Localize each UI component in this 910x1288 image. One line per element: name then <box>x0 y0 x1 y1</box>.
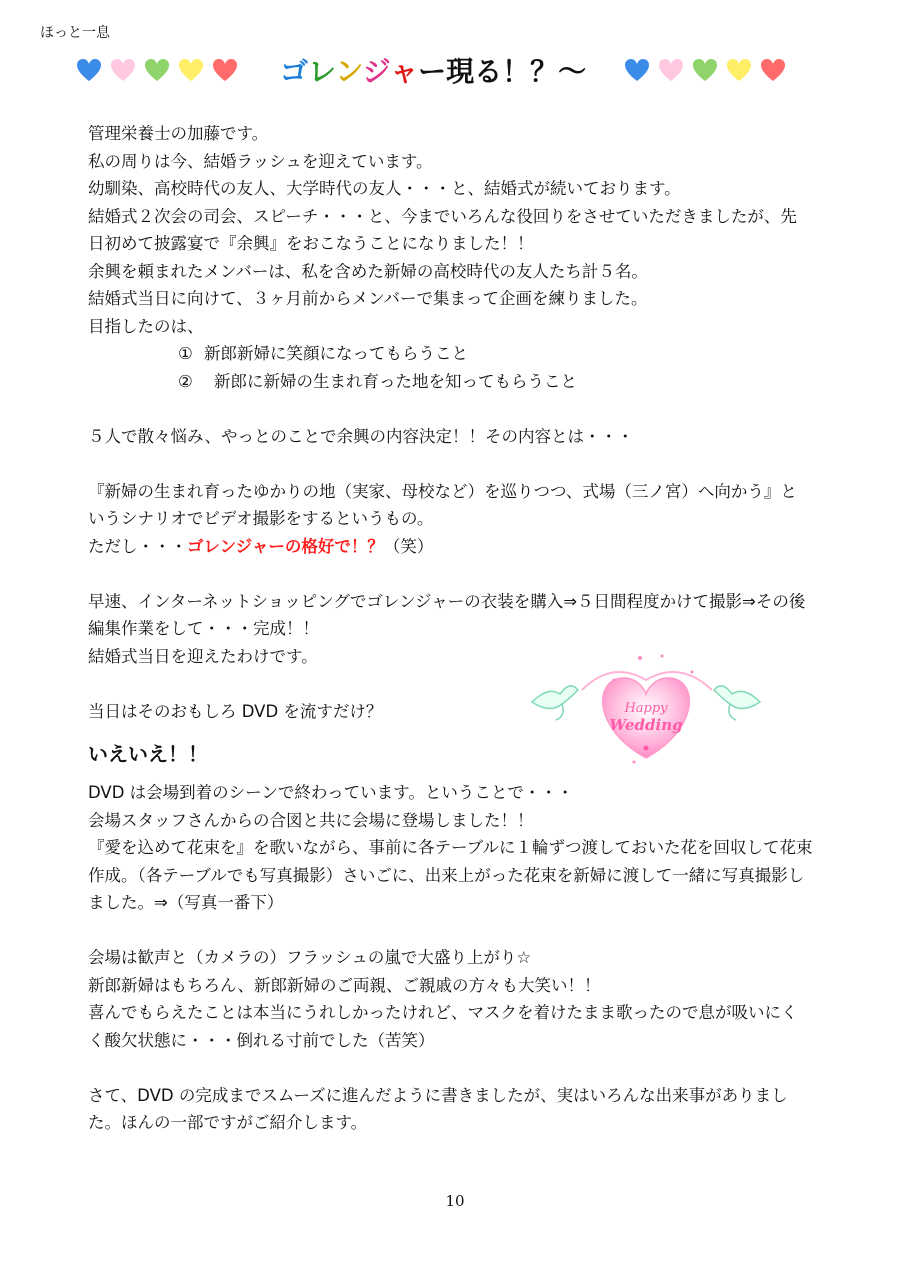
decor-hearts-right <box>624 58 786 82</box>
heart-icon <box>692 58 718 82</box>
goal-item-1 <box>88 340 813 368</box>
goal-text: 新郎に新婦の生まれ育った地を知ってもらうこと <box>214 371 577 391</box>
clipart-text-1: Happy <box>624 701 668 716</box>
goal-item-2 <box>88 368 813 396</box>
title-char: ン <box>335 55 363 88</box>
paragraph: 結婚式当日に向けて、３ヶ月前からメンバーで集まって企画を練りました。 <box>88 289 648 308</box>
paragraph: 『愛を込めて花束を』を歌いながら、事前に各テーブルに１輪ずつ渡しておいた花を回収して花束作成。（各テーブルでも写真撮影）さいごに、出来上がった花束を新婦に渡して一緒に写真撮影しました。⇒（写真一番下） <box>88 838 813 912</box>
paragraph: 会場は歓声と（カメラの）フラッシュの嵐で大盛り上がり☆ <box>88 948 532 967</box>
paragraph: 管理栄養士の加藤です。 <box>88 124 269 143</box>
dove-left-icon <box>532 686 578 720</box>
goal-number: ② <box>178 371 193 391</box>
paragraph: 目指したのは、 <box>88 316 204 336</box>
title-char: ゴ <box>280 55 309 88</box>
dove-right-icon <box>714 686 760 720</box>
text-span: （笑） <box>383 536 434 556</box>
heart-icon <box>144 58 170 82</box>
paragraph: 結婚式２次会の司会、スピーチ・・・と、今までいろんな役回りをさせていただきましたが、先日初めて披露宴で『余興』をおこなうことになりました！！ <box>88 206 797 253</box>
happy-wedding-clipart <box>522 650 770 768</box>
heart-icon <box>760 58 786 82</box>
paragraph: 喜んでもらえたことは本当にうれしかったけれど、マスクを着けたまま歌ったので息が吸いにくく酸欠状態に・・・倒れる寸前でした（苦笑） <box>88 1003 798 1050</box>
heart-icon <box>624 58 650 82</box>
paragraph: 余興を頼まれたメンバーは、私を含めた新婦の高校時代の友人たち計５名。 <box>88 261 648 281</box>
page-number: 10 <box>445 1192 465 1210</box>
title-rest: ー現る！？～ <box>418 55 587 88</box>
title-char: ャ <box>390 55 419 88</box>
title-char: ジ <box>362 55 391 88</box>
paragraph <box>88 533 813 561</box>
section-heading: いえいえ！！ <box>88 742 208 766</box>
highlight-text: ゴレンジャーの格好で！？ <box>187 536 384 556</box>
paragraph: ５人で散々悩み、やっとのことで余興の内容決定！！その内容とは・・・ <box>88 426 634 446</box>
header-label: ほっと一息 <box>40 25 110 41</box>
title-char: レ <box>308 55 336 88</box>
article-body <box>88 120 813 1137</box>
paragraph: 新郎新婦はもちろん、新郎新婦のご両親、ご親戚の方々も大笑い！！ <box>88 975 601 995</box>
paragraph: 結婚式当日を迎えたわけです。 <box>88 646 318 666</box>
clipart-text-2: Wedding <box>609 716 683 734</box>
goal-number: ① <box>178 344 193 363</box>
paragraph: 会場スタッフさんからの合図と共に会場に登場しました！！ <box>88 810 534 830</box>
heart-icon <box>110 58 136 82</box>
heart-icon <box>178 58 204 82</box>
heart-icon <box>76 58 102 82</box>
page-title <box>280 50 586 94</box>
heart-icon <box>726 58 752 82</box>
paragraph: 当日はそのおもしろ DVD を流すだけ？ <box>88 701 383 721</box>
heart-icon <box>658 58 684 82</box>
paragraph: さて、DVD の完成までスムーズに進んだように書きましたが、実はいろんな出来事がありました。ほんの一部ですがご紹介します。 <box>88 1085 788 1132</box>
paragraph: DVD は会場到着のシーンで終わっています。ということで・・・ <box>88 783 574 802</box>
paragraph: 早速、インターネットショッピングでゴレンジャーの衣装を購入⇒５日間程度かけて撮影⇒その後編集作業をして・・・完成！！ <box>88 591 806 638</box>
paragraph: 幼馴染、高校時代の友人、大学時代の友人・・・と、結婚式が続いております。 <box>88 179 681 198</box>
title-row <box>70 50 830 94</box>
paragraph: 『新婦の生まれ育ったゆかりの地（実家、母校など）を巡りつつ、式場（三ノ宮）へ向かう』というシナリオでビデオ撮影をするというもの。 <box>88 481 797 528</box>
text-span: ただし・・・ <box>88 536 187 556</box>
goal-text: 新郎新婦に笑顔になってもらうこと <box>204 344 468 363</box>
heart-icon <box>212 58 238 82</box>
decor-hearts-left <box>76 58 238 82</box>
title-colored-part <box>280 55 418 88</box>
paragraph: 私の周りは今、結婚ラッシュを迎えています。 <box>88 151 433 171</box>
